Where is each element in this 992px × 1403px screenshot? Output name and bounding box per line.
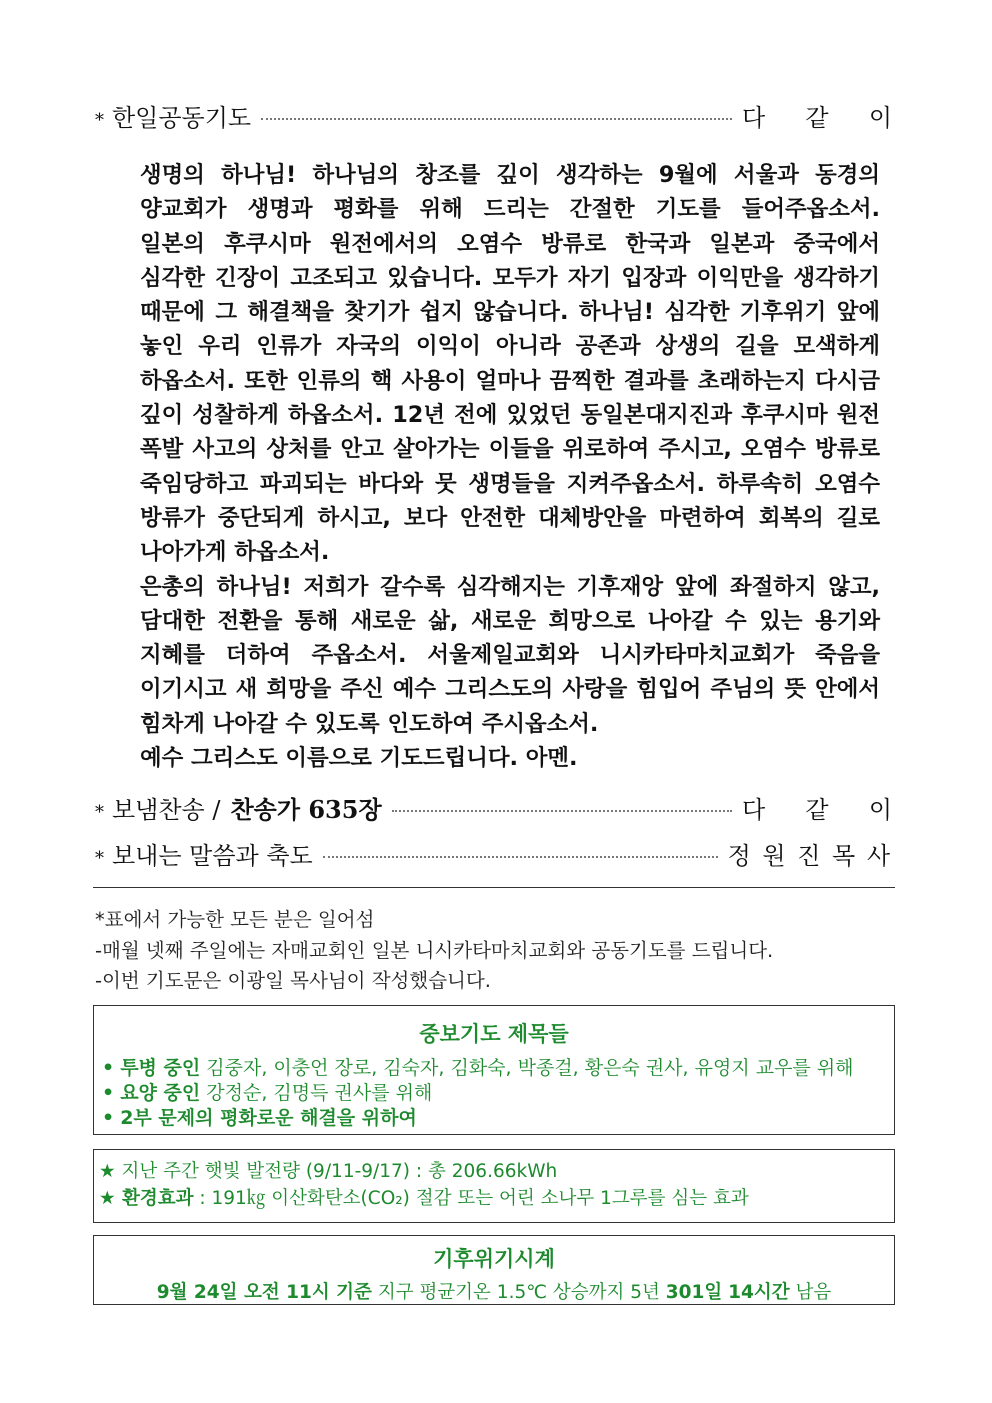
dot-leader bbox=[392, 810, 732, 812]
prayer-line: 때문에 그 해결책을 찾기가 쉽지 않습니다. 하나님! 심각한 기후위기 앞에 bbox=[140, 299, 880, 326]
prayer-line: 예수 그리스도 이름으로 기도드립니다. 아멘. bbox=[140, 745, 578, 772]
prayer-line: 이기시고 새 희망을 주신 예수 그리스도의 사랑을 힘입어 주님의 뜻 안에서 bbox=[140, 676, 880, 703]
header-row-joint-prayer bbox=[95, 98, 892, 133]
note-line: *표에서 가능한 모든 분은 일어섬 bbox=[95, 908, 375, 931]
joint-prayer-who bbox=[742, 98, 892, 133]
intercession-list bbox=[102, 1056, 894, 1131]
stand-marker: * bbox=[95, 848, 104, 869]
who-char: 같 bbox=[805, 104, 829, 132]
prayer-line: 생명의 하나님! 하나님의 창조를 깊이 생각하는 9월에 서울과 동경의 bbox=[140, 162, 880, 188]
intercession-item bbox=[102, 1106, 894, 1131]
who-char: 다 bbox=[742, 104, 766, 132]
intercession-text: 강정순, 김명득 권사를 위해 bbox=[200, 1082, 433, 1104]
blessing-title: 보내는 말씀과 축도 bbox=[112, 842, 313, 870]
prayer-line: 놓인 우리 인류가 자국의 이익이 아니라 공존과 상생의 길을 모색하게 bbox=[140, 333, 880, 360]
hymn-number: 찬송가 635장 bbox=[230, 795, 382, 824]
intercession-title: 중보기도 제목들 bbox=[419, 1022, 569, 1046]
note-line: -이번 기도문은 이광일 목사님이 작성했습니다. bbox=[95, 969, 491, 992]
stand-marker: * bbox=[95, 110, 104, 131]
blessing-row bbox=[95, 836, 892, 871]
prayer-line: 나아가게 하옵소서. bbox=[140, 539, 330, 566]
bullet: • bbox=[102, 1107, 115, 1129]
intercession-box bbox=[93, 1005, 895, 1135]
who-char: 이 bbox=[868, 796, 892, 824]
intercession-label: 요양 중인 bbox=[120, 1082, 201, 1104]
prayer-line: 일본의 후쿠시마 원전에서의 오염수 방류로 한국과 일본과 중국에서 bbox=[140, 230, 880, 257]
intercession-label: 투병 중인 bbox=[120, 1057, 201, 1079]
prayer-line: 하옵소서. 또한 인류의 핵 사용이 얼마나 끔찍한 결과를 초래하는지 다시금 bbox=[140, 367, 880, 394]
prayer-line: 은총의 하나님! 저희가 갈수록 심각해지는 기후재앙 앞에 좌절하지 않고, bbox=[140, 573, 880, 600]
prayer-line: 심각한 긴장이 고조되고 있습니다. 모두가 자기 입장과 이익만을 생각하기 bbox=[140, 264, 880, 291]
dot-leader bbox=[323, 856, 718, 858]
who-char: 이 bbox=[868, 104, 892, 132]
prayer-line: 힘차게 나아갈 수 있도록 인도하여 주시옵소서. bbox=[140, 710, 599, 737]
who-char: 같 bbox=[805, 796, 829, 824]
prayer-line: 양교회가 생명과 평화를 위해 드리는 간절한 기도를 들어주옵소서. bbox=[140, 196, 880, 223]
solar-effect-label: ★ 환경효과 bbox=[99, 1188, 194, 1209]
climate-clock-box bbox=[93, 1235, 895, 1305]
prayer-text bbox=[140, 158, 880, 775]
prayer-line: 방류가 중단되게 하시고, 보다 안전한 대체방안을 마련하여 회복의 길로 bbox=[140, 504, 880, 531]
note-line: -매월 넷째 주일에는 자매교회인 일본 니시카타마치교회와 공동기도를 드립니다. bbox=[95, 938, 774, 962]
prayer-line: 죽임당하고 파괴되는 바다와 뭇 생명들을 지켜주옵소서. 하루속히 오염수 bbox=[140, 470, 880, 497]
solar-box bbox=[93, 1149, 895, 1223]
climate-clock-days: 301일 bbox=[665, 1282, 723, 1303]
prayer-line: 지혜를 더하여 주옵소서. 서울제일교회와 니시카타마치교회가 죽음을 bbox=[140, 642, 880, 669]
dot-leader bbox=[261, 118, 732, 120]
solar-effect-text: : 191㎏ 이산화탄소(CO₂) 절감 또는 어린 소나무 1그루를 심는 효과 bbox=[193, 1188, 749, 1209]
climate-clock-date: 9월 24일 오전 11시 기준 bbox=[156, 1282, 372, 1303]
prayer-line: 깊이 성찰하게 하옵소서. 12년 전에 있었던 동일본대지진과 후쿠시마 원전 bbox=[140, 402, 880, 429]
intercession-item bbox=[102, 1056, 894, 1081]
intercession-item bbox=[102, 1081, 894, 1106]
bullet: • bbox=[102, 1057, 115, 1079]
hymn-who bbox=[742, 790, 892, 825]
climate-clock-line bbox=[94, 1278, 894, 1304]
bullet: • bbox=[102, 1082, 115, 1104]
prayer-line: 담대한 전환을 통해 새로운 삶, 새로운 희망으로 나아갈 수 있는 용기와 bbox=[140, 607, 880, 634]
hymn-row bbox=[95, 790, 892, 825]
stand-marker: * bbox=[95, 802, 104, 823]
climate-clock-remaining: 남음 bbox=[789, 1282, 832, 1303]
divider bbox=[93, 887, 895, 888]
notes bbox=[95, 905, 773, 997]
prayer-line: 폭발 사고의 상처를 안고 살아가는 이들을 위로하여 주시고, 오염수 방류로 bbox=[140, 436, 880, 463]
climate-clock-hours: 14시간 bbox=[728, 1282, 790, 1303]
solar-effect bbox=[99, 1185, 894, 1212]
intercession-text: 김중자, 이충언 장로, 김숙자, 김화숙, 박종걸, 황은숙 권사, 유영지 교우를 위해 bbox=[200, 1057, 854, 1079]
solar-generation: ★ 지난 주간 햇빛 발전량 (9/11-9/17) : 총 206.66kWh bbox=[99, 1161, 558, 1182]
intercession-label: 2부 문제의 평화로운 해결을 위하여 bbox=[120, 1107, 417, 1129]
climate-clock-title: 기후위기시계 bbox=[433, 1247, 555, 1271]
blessing-who: 정 원 진 목 사 bbox=[727, 842, 892, 870]
joint-prayer-title: 한일공동기도 bbox=[112, 104, 252, 132]
hymn-title: 보냄찬송 / bbox=[112, 796, 221, 824]
climate-clock-text: 지구 평균기온 1.5℃ 상승까지 5년 bbox=[371, 1282, 666, 1303]
who-char: 다 bbox=[742, 796, 766, 824]
